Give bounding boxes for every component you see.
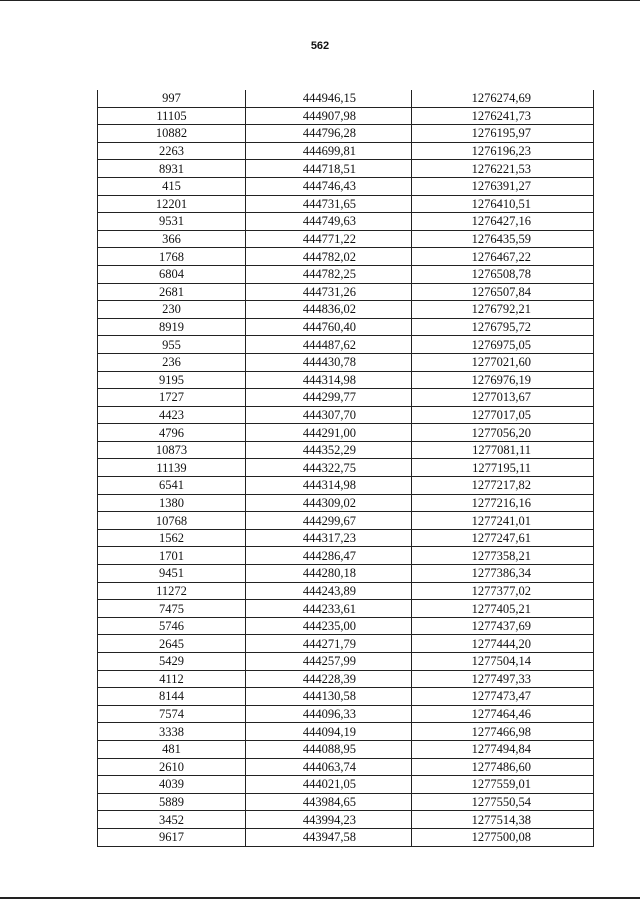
table-row	[98, 195, 594, 213]
point-id-cell: 5746	[98, 617, 246, 635]
y-coordinate-cell: 1276274,69	[412, 90, 594, 107]
table-row	[98, 828, 594, 846]
y-coordinate-cell: 1277217,82	[412, 477, 594, 495]
y-coordinate-cell: 1277486,60	[412, 758, 594, 776]
x-coordinate-cell: 444233,61	[246, 600, 412, 618]
point-id-cell: 1701	[98, 547, 246, 565]
point-id-cell: 10882	[98, 125, 246, 143]
table-row	[98, 265, 594, 283]
y-coordinate-cell: 1277550,54	[412, 793, 594, 811]
x-coordinate-cell: 444021,05	[246, 776, 412, 794]
point-id-cell: 10873	[98, 441, 246, 459]
y-coordinate-cell: 1277081,11	[412, 441, 594, 459]
x-coordinate-cell: 444257,99	[246, 653, 412, 671]
point-id-cell: 2681	[98, 283, 246, 301]
x-coordinate-cell: 444130,58	[246, 688, 412, 706]
x-coordinate-cell: 444299,67	[246, 512, 412, 530]
y-coordinate-cell: 1277473,47	[412, 688, 594, 706]
point-id-cell: 3338	[98, 723, 246, 741]
point-id-cell: 6541	[98, 477, 246, 495]
point-id-cell: 6804	[98, 265, 246, 283]
point-id-cell: 230	[98, 301, 246, 319]
table-row	[98, 600, 594, 618]
x-coordinate-cell: 444946,15	[246, 90, 412, 107]
x-coordinate-cell: 444322,75	[246, 459, 412, 477]
page-bottom-border	[0, 897, 640, 899]
y-coordinate-cell: 1277405,21	[412, 600, 594, 618]
table-row	[98, 740, 594, 758]
y-coordinate-cell: 1276975,05	[412, 336, 594, 354]
y-coordinate-cell: 1277500,08	[412, 828, 594, 846]
table-row	[98, 230, 594, 248]
y-coordinate-cell: 1276241,73	[412, 107, 594, 125]
y-coordinate-cell: 1277514,38	[412, 811, 594, 829]
point-id-cell: 4039	[98, 776, 246, 794]
x-coordinate-cell: 444771,22	[246, 230, 412, 248]
table-row	[98, 512, 594, 530]
y-coordinate-cell: 1276976,19	[412, 371, 594, 389]
point-id-cell: 9531	[98, 213, 246, 231]
table-row	[98, 177, 594, 195]
point-id-cell: 8931	[98, 160, 246, 178]
coordinates-table-body	[98, 90, 594, 846]
table-row	[98, 336, 594, 354]
y-coordinate-cell: 1276792,21	[412, 301, 594, 319]
x-coordinate-cell: 443984,65	[246, 793, 412, 811]
point-id-cell: 2610	[98, 758, 246, 776]
point-id-cell: 955	[98, 336, 246, 354]
y-coordinate-cell: 1277013,67	[412, 389, 594, 407]
point-id-cell: 415	[98, 177, 246, 195]
table-row	[98, 723, 594, 741]
y-coordinate-cell: 1277216,16	[412, 494, 594, 512]
point-id-cell: 7574	[98, 705, 246, 723]
x-coordinate-cell: 444094,19	[246, 723, 412, 741]
table-row	[98, 90, 594, 107]
y-coordinate-cell: 1277464,46	[412, 705, 594, 723]
x-coordinate-cell: 444907,98	[246, 107, 412, 125]
table-row	[98, 477, 594, 495]
point-id-cell: 5889	[98, 793, 246, 811]
table-row	[98, 529, 594, 547]
x-coordinate-cell: 444286,47	[246, 547, 412, 565]
y-coordinate-cell: 1277247,61	[412, 529, 594, 547]
table-row	[98, 213, 594, 231]
table-row	[98, 635, 594, 653]
table-row	[98, 565, 594, 583]
page-number: 562	[310, 40, 330, 52]
y-coordinate-cell: 1277444,20	[412, 635, 594, 653]
point-id-cell: 1562	[98, 529, 246, 547]
table-row	[98, 441, 594, 459]
table-row	[98, 617, 594, 635]
y-coordinate-cell: 1276221,53	[412, 160, 594, 178]
y-coordinate-cell: 1277358,21	[412, 547, 594, 565]
table-row	[98, 688, 594, 706]
point-id-cell: 1727	[98, 389, 246, 407]
table-row	[98, 670, 594, 688]
table-row	[98, 811, 594, 829]
x-coordinate-cell: 444314,98	[246, 371, 412, 389]
y-coordinate-cell: 1276427,16	[412, 213, 594, 231]
x-coordinate-cell: 444782,25	[246, 265, 412, 283]
table-row	[98, 125, 594, 143]
table-row	[98, 389, 594, 407]
point-id-cell: 8144	[98, 688, 246, 706]
y-coordinate-cell: 1276196,23	[412, 142, 594, 160]
point-id-cell: 1768	[98, 248, 246, 266]
y-coordinate-cell: 1277494,84	[412, 740, 594, 758]
table-row	[98, 494, 594, 512]
y-coordinate-cell: 1277195,11	[412, 459, 594, 477]
table-row	[98, 283, 594, 301]
y-coordinate-cell: 1277377,02	[412, 582, 594, 600]
table-row	[98, 248, 594, 266]
x-coordinate-cell: 444699,81	[246, 142, 412, 160]
table-row	[98, 793, 594, 811]
x-coordinate-cell: 444430,78	[246, 353, 412, 371]
y-coordinate-cell: 1276195,97	[412, 125, 594, 143]
y-coordinate-cell: 1276507,84	[412, 283, 594, 301]
x-coordinate-cell: 444088,95	[246, 740, 412, 758]
y-coordinate-cell: 1276508,78	[412, 265, 594, 283]
point-id-cell: 9195	[98, 371, 246, 389]
y-coordinate-cell: 1277504,14	[412, 653, 594, 671]
x-coordinate-cell: 443947,58	[246, 828, 412, 846]
point-id-cell: 11272	[98, 582, 246, 600]
x-coordinate-cell: 444718,51	[246, 160, 412, 178]
table-row	[98, 406, 594, 424]
point-id-cell: 10768	[98, 512, 246, 530]
x-coordinate-cell: 444782,02	[246, 248, 412, 266]
x-coordinate-cell: 444299,77	[246, 389, 412, 407]
table-row	[98, 758, 594, 776]
x-coordinate-cell: 444291,00	[246, 424, 412, 442]
point-id-cell: 11139	[98, 459, 246, 477]
table-row	[98, 160, 594, 178]
page-top-border	[0, 0, 640, 1]
x-coordinate-cell: 444731,65	[246, 195, 412, 213]
x-coordinate-cell: 444309,02	[246, 494, 412, 512]
point-id-cell: 4796	[98, 424, 246, 442]
table-row	[98, 547, 594, 565]
y-coordinate-cell: 1277466,98	[412, 723, 594, 741]
point-id-cell: 997	[98, 90, 246, 107]
point-id-cell: 8919	[98, 318, 246, 336]
y-coordinate-cell: 1277497,33	[412, 670, 594, 688]
coordinates-table	[97, 90, 594, 847]
point-id-cell: 5429	[98, 653, 246, 671]
point-id-cell: 366	[98, 230, 246, 248]
y-coordinate-cell: 1277437,69	[412, 617, 594, 635]
x-coordinate-cell: 444228,39	[246, 670, 412, 688]
x-coordinate-cell: 444836,02	[246, 301, 412, 319]
y-coordinate-cell: 1276467,22	[412, 248, 594, 266]
y-coordinate-cell: 1277559,01	[412, 776, 594, 794]
table-row	[98, 107, 594, 125]
point-id-cell: 2645	[98, 635, 246, 653]
table-row	[98, 705, 594, 723]
table-row	[98, 301, 594, 319]
y-coordinate-cell: 1276435,59	[412, 230, 594, 248]
point-id-cell: 2263	[98, 142, 246, 160]
table-row	[98, 424, 594, 442]
x-coordinate-cell: 444307,70	[246, 406, 412, 424]
table-row	[98, 459, 594, 477]
point-id-cell: 236	[98, 353, 246, 371]
table-row	[98, 776, 594, 794]
x-coordinate-cell: 444731,26	[246, 283, 412, 301]
table-row	[98, 353, 594, 371]
y-coordinate-cell: 1276391,27	[412, 177, 594, 195]
point-id-cell: 11105	[98, 107, 246, 125]
point-id-cell: 9617	[98, 828, 246, 846]
table-row	[98, 582, 594, 600]
x-coordinate-cell: 444243,89	[246, 582, 412, 600]
point-id-cell: 12201	[98, 195, 246, 213]
y-coordinate-cell: 1277017,05	[412, 406, 594, 424]
x-coordinate-cell: 444796,28	[246, 125, 412, 143]
table-row	[98, 371, 594, 389]
table-row	[98, 318, 594, 336]
x-coordinate-cell: 443994,23	[246, 811, 412, 829]
x-coordinate-cell: 444063,74	[246, 758, 412, 776]
x-coordinate-cell: 444352,29	[246, 441, 412, 459]
point-id-cell: 3452	[98, 811, 246, 829]
x-coordinate-cell: 444096,33	[246, 705, 412, 723]
point-id-cell: 4112	[98, 670, 246, 688]
x-coordinate-cell: 444314,98	[246, 477, 412, 495]
x-coordinate-cell: 444271,79	[246, 635, 412, 653]
y-coordinate-cell: 1276410,51	[412, 195, 594, 213]
x-coordinate-cell: 444235,00	[246, 617, 412, 635]
x-coordinate-cell: 444746,43	[246, 177, 412, 195]
y-coordinate-cell: 1277241,01	[412, 512, 594, 530]
y-coordinate-cell: 1277386,34	[412, 565, 594, 583]
table-row	[98, 142, 594, 160]
x-coordinate-cell: 444760,40	[246, 318, 412, 336]
point-id-cell: 4423	[98, 406, 246, 424]
point-id-cell: 481	[98, 740, 246, 758]
point-id-cell: 9451	[98, 565, 246, 583]
x-coordinate-cell: 444749,63	[246, 213, 412, 231]
y-coordinate-cell: 1277021,60	[412, 353, 594, 371]
point-id-cell: 7475	[98, 600, 246, 618]
x-coordinate-cell: 444487,62	[246, 336, 412, 354]
y-coordinate-cell: 1276795,72	[412, 318, 594, 336]
x-coordinate-cell: 444317,23	[246, 529, 412, 547]
x-coordinate-cell: 444280,18	[246, 565, 412, 583]
point-id-cell: 1380	[98, 494, 246, 512]
y-coordinate-cell: 1277056,20	[412, 424, 594, 442]
table-row	[98, 653, 594, 671]
